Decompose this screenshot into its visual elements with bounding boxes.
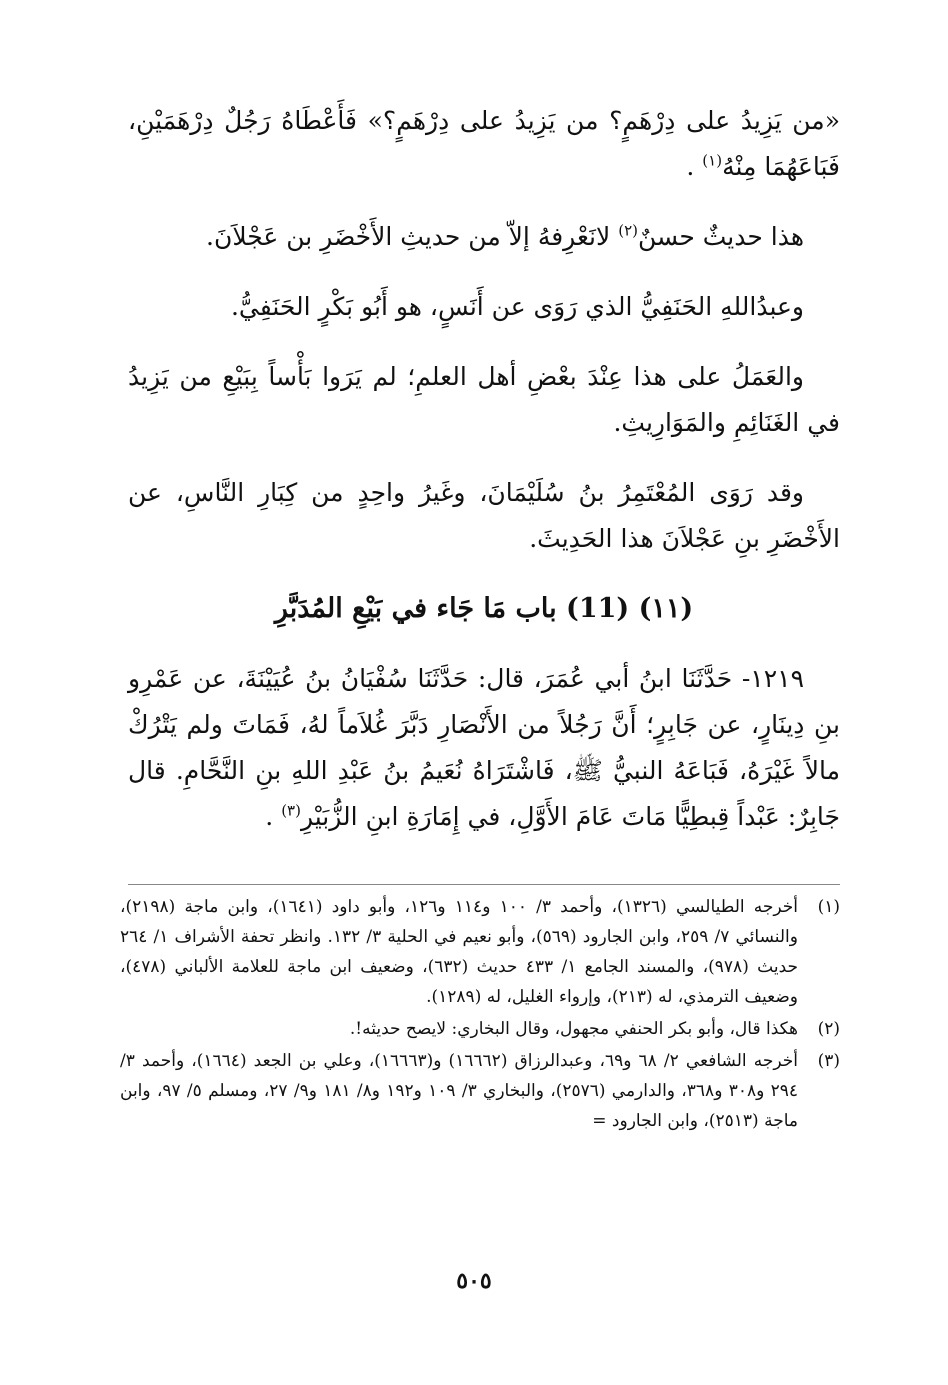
paragraph-text: وقد رَوَى المُعْتَمِرُ بنُ سُلَيْمَانَ، وغَيرُ واحِدٍ من كِبَارِ النَّاسِ، عن الأَخْضَرِ بنِ عَجْلاَنَ هذا الحَدِيثَ. bbox=[128, 478, 840, 553]
paragraph-practice bbox=[128, 354, 840, 446]
paragraph-text: هذا حديثٌ حسنٌ bbox=[637, 222, 804, 251]
footnote-number: (٢) bbox=[817, 1019, 840, 1039]
paragraph-grading bbox=[128, 214, 840, 260]
hadith-text: ١٢١٩- حَدَّثَنَا ابنُ أبي عُمَرَ، قال: حَدَّثَنَا سُفْيَانُ بنُ عُيَيْنَةَ، عن عَمْرِو بنِ دِينَارٍ، عن جَابِرٍ؛ أَنَّ رَجُلاً من الأَنْصَارِ دَبَّرَ غُلاَماً لهُ، فَمَاتَ ولم يَتْرُكْ مالاً غَيْرَهُ، فَبَاعَهُ النبيُّ ﷺ، فَاشْتَرَاهُ نُعَيمُ بنُ عَبْدِ اللهِ بنِ النَّحَّامِ. قال جَابِرٌ: عَبْداً قِبطِيًّا مَاتَ عَامَ الأَوَّلِ، في إِمَارَةِ ابنِ الزُّبَيْرِ bbox=[128, 664, 840, 831]
main-text bbox=[128, 98, 840, 864]
paragraph-narrator bbox=[128, 284, 840, 330]
paragraph-transmission bbox=[128, 470, 840, 562]
footnote-ref: (٢) bbox=[618, 221, 638, 240]
paragraph-text: والعَمَلُ على هذا عِنْدَ بعْضِ أهل العلمِ؛ لم يَرَوا بَأْساً بِبَيْعِ من يَزِيدُ في الغَنَائِمِ والمَوَارِيثِ. bbox=[128, 362, 840, 437]
footnote-ref: (٣) bbox=[281, 801, 301, 820]
paragraph-text-end: . bbox=[686, 152, 703, 181]
paragraph-hadith-continuation bbox=[128, 98, 840, 190]
hadith-text-end: . bbox=[265, 802, 282, 831]
footnote-text: هكذا قال، وأبو بكر الحنفي مجهول، وقال البخاري: لايصح حديثه!. bbox=[349, 1019, 798, 1039]
footnote-item bbox=[120, 892, 840, 1012]
footnote-text: أخرجه الشافعي ٢/ ٦٨ و٦٩، وعبدالرزاق (١٦٦٦٢) و(١٦٦٦٣)، وعلي بن الجعد (١٦٦٤)، وأحمد ٣/ ٢٩٤ و٣٠٨ و٣٦٨، والدارمي (٢٥٧٦)، والبخاري ٣/ ١٠٩ و١٩٢ و٨/ ١٨١ و٩/ ٢٧، ومسلم ٥/ ٩٧، وابن ماجة (٢٥١٣)، وابن الجارود = bbox=[120, 1051, 799, 1131]
footnote-number: (١) bbox=[817, 897, 840, 917]
footnotes bbox=[120, 892, 840, 1138]
footnote-number: (٣) bbox=[817, 1051, 840, 1071]
paragraph-text: «من يَزِيدُ على دِرْهَمٍ؟ من يَزِيدُ على دِرْهَمٍ؟» فَأَعْطَاهُ رَجُلٌ دِرْهَمَيْنِ، فَبَاعَهُمَا مِنْهُ bbox=[128, 106, 840, 181]
paragraph-text: وعبدُاللهِ الحَنَفِيُّ الذي رَوَى عن أَنَسٍ، هو أَبُو بَكْرٍ الحَنَفِيُّ. bbox=[230, 292, 804, 321]
paragraph-text-end: لانَعْرِفهُ إلاّ من حديثِ الأَخْضَرِ بن عَجْلاَنَ. bbox=[206, 222, 619, 251]
chapter-heading: (١١) (11) باب مَا جَاء في بَيْعِ المُدَبَّرِ bbox=[274, 593, 694, 624]
footnote-divider bbox=[128, 884, 840, 885]
footnote-text: أخرجه الطيالسي (١٣٢٦)، وأحمد ٣/ ١٠٠ و١١٤ و١٢٦، وأبو داود (١٦٤١)، وابن ماجة (٢١٩٨)، والنسائي ٧/ ٢٥٩، وابن الجارود (٥٦٩)، وأبو نعيم في الحلية ٣/ ١٣٢. وانظر تحفة الأشراف ١/ ٢٦٤ حديث (٩٧٨)، والمسند الجامع ١/ ٤٣٣ حديث (٦٣٢)، وضعيف ابن ماجة للعلامة الألباني (٤٧٨)، وضعيف الترمذي، له (٢١٣)، وإرواء الغليل، له (١٢٨٩). bbox=[120, 897, 799, 1007]
page-number: ٥٠٥ bbox=[456, 1268, 492, 1294]
footnote-item bbox=[120, 1014, 840, 1044]
paragraph-hadith-1219 bbox=[128, 656, 840, 840]
footnote-ref: (١) bbox=[702, 151, 723, 170]
footnote-item bbox=[120, 1046, 840, 1136]
